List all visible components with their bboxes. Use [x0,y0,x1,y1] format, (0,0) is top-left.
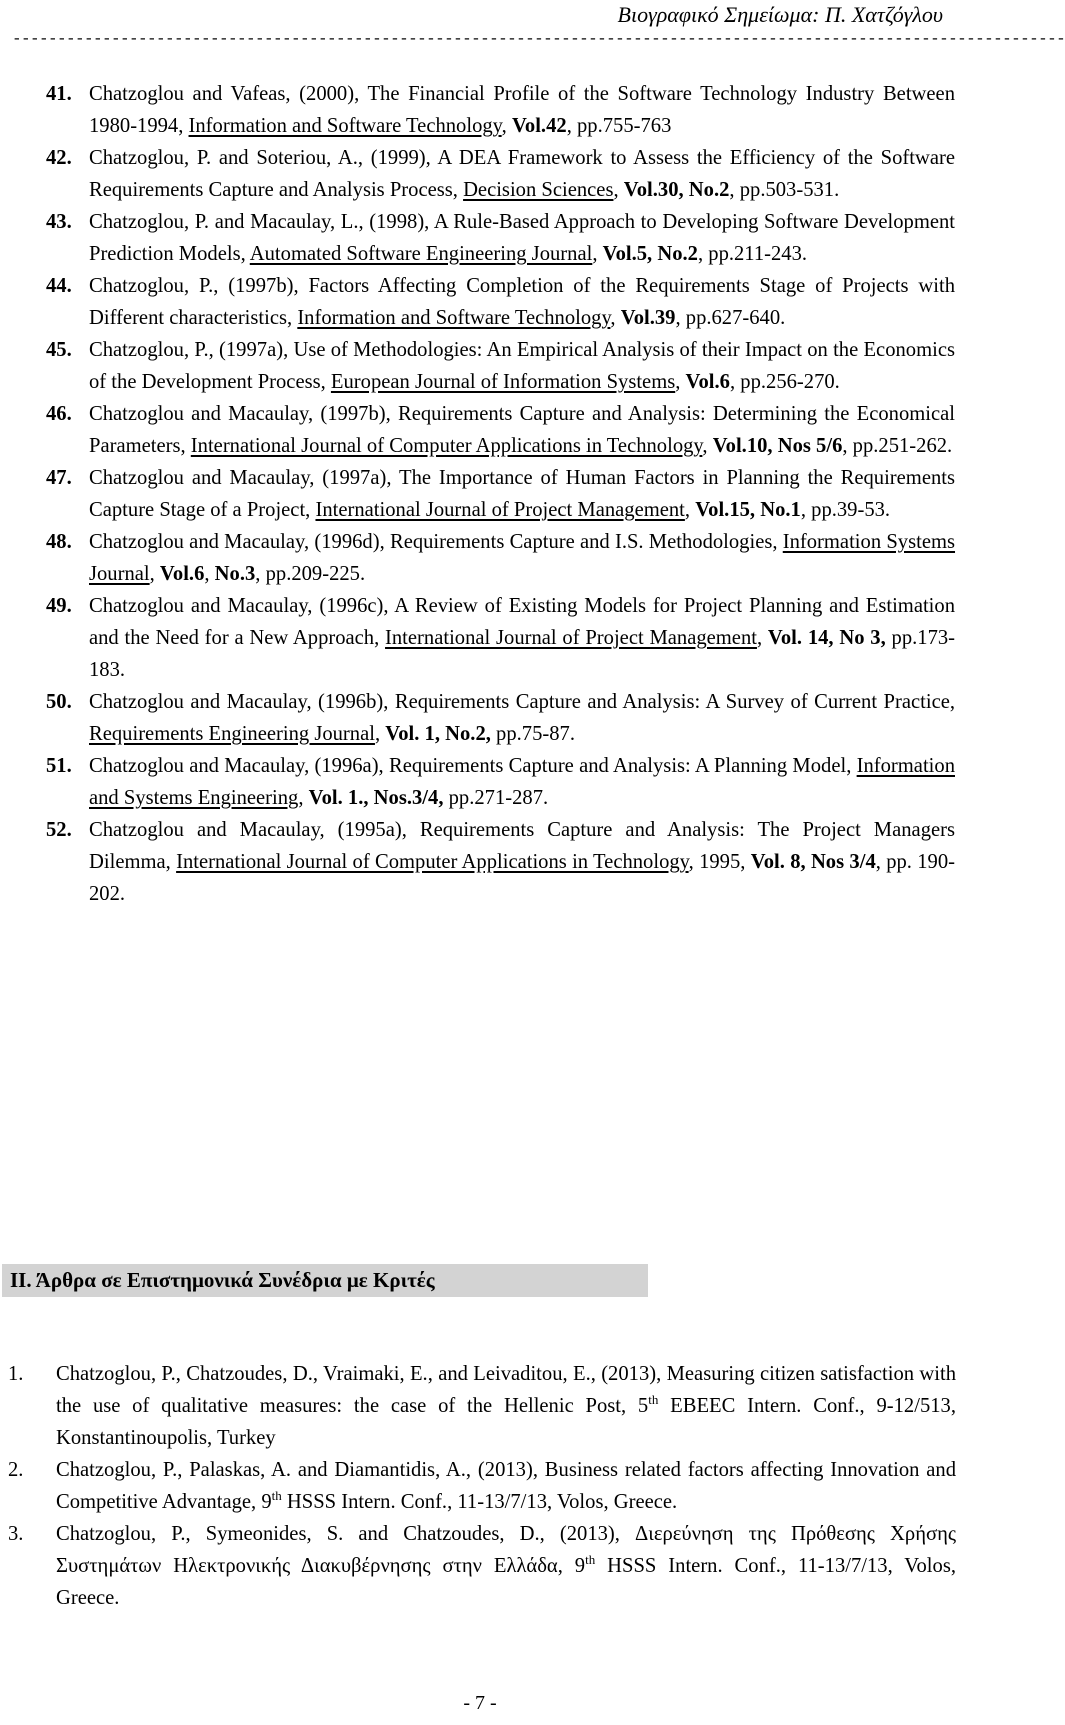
volume-info: Vol.6 [159,563,205,585]
citation-fragment: Chatzoglou and Macaulay, (1997a), The Importance of Human Factors in Planning the Requirements Capture Stage of a Project, [89,467,955,521]
citation-fragment: , [374,723,386,745]
journal-title: Automated Software Engineering Journal [249,243,593,265]
citation-text [56,1518,956,1614]
citation-fragment: Chatzoglou, P. and Macaulay, L., (1998), A Rule-Based Approach to Developing Software Development Prediction Models, [89,211,955,265]
citation-fragment: Chatzoglou, P. and Soteriou, A., (1999), A DEA Framework to Assess the Efficiency of the Software Requirements Capture and Analysis Process, [89,147,955,201]
citation-fragment: , [204,563,215,585]
list-item [46,462,956,526]
list-item [46,814,956,910]
citation-fragment: th [585,1552,596,1567]
journal-title: Requirements Engineering Journal [89,723,375,745]
citation-fragment: Chatzoglou and Macaulay, (1996d), Requirements Capture and I.S. Methodologies, [89,531,783,553]
journal-title: International Journal of Computer Applications in Technology [190,435,703,457]
citation-fragment: , 1995, [688,851,751,873]
list-item [46,78,956,142]
header-dashed-rule: --------------------------------------------------------------------------------------------------------------------- [12,30,1065,48]
citation-text [89,686,955,750]
journal-title: Information and Software Technology [188,115,502,137]
list-item [46,206,956,270]
citation-text [89,526,955,590]
citation-text [89,590,955,686]
journal-title: Information and Systems Engineering [89,755,955,809]
list-item [46,270,956,334]
journal-title: International Journal of Project Management [315,499,685,521]
citation-fragment: Chatzoglou, P., Symeonides, S. and Chatzoudes, D., (2013), Διερεύνηση της Πρόθεσης Χρήσης Συστημάτων Ηλεκτρονικής Διακυβέρνησης στην Ελλάδα, 9 [56,1523,956,1577]
citation-fragment: , [149,563,160,585]
list-item [46,750,956,814]
journal-title: European Journal of Information Systems [330,371,676,393]
volume-info: Vol.5, No.2 [602,243,698,265]
journal-title: International Journal of Computer Applications in Technology [176,851,689,873]
volume-info: Vol.6 [685,371,730,393]
citation-fragment: pp.271-287. [443,787,549,809]
volume-info: Vol.39 [620,307,676,329]
citation-fragment: HSSS Intern. Conf., 11-13/7/13, Volos, Greece. [281,1491,678,1513]
citation-fragment: , pp. 190-202. [89,851,956,905]
citation-fragment: Chatzoglou and Vafeas, (2000), The Financial Profile of the Software Technology Industry Between 1980-1994, [89,83,955,137]
volume-info: Vol. 14, No 3, [767,627,886,649]
item-number: 49. [46,595,72,617]
citation-fragment: , pp.627-640. [675,307,786,329]
citation-fragment: , pp.39-53. [800,499,891,521]
citation-fragment: , [613,179,624,201]
citation-fragment: , [298,787,309,809]
citation-fragment: pp.75-87. [490,723,575,745]
list-item [46,590,956,686]
citation-text [89,334,955,398]
citation-text [56,1454,956,1518]
list-item [46,142,956,206]
citation-text [56,1358,956,1454]
volume-info: Vol.30, No.2 [623,179,730,201]
citation-fragment: , [501,115,512,137]
citation-text [89,750,955,814]
item-number: 1. [8,1363,24,1385]
item-number: 3. [8,1523,24,1545]
list-item [8,1518,956,1614]
item-number: 52. [46,819,72,841]
list-item [46,686,956,750]
citation-fragment: , pp.211-243. [697,243,808,265]
citation-text [89,462,955,526]
citation-fragment: Chatzoglou and Macaulay, (1996b), Requirements Capture and Analysis: A Survey of Current Practice, [89,691,955,713]
list-item [8,1454,956,1518]
running-header: Βιογραφικό Σημείωμα: Π. Χατζόγλου [617,2,943,27]
citation-fragment: pp.173-183. [89,627,956,681]
item-number: 50. [46,691,72,713]
citation-fragment: Chatzoglou, P., Chatzoudes, D., Vraimaki, E., and Leivaditou, E., (2013), Measuring citizen satisfaction with the use of qualitative measures: the case of the Hellenic Post, 5 [56,1363,956,1417]
citation-fragment: , pp.209-225. [255,563,366,585]
item-number: 48. [46,531,72,553]
volume-info: Vol. 1, No.2, [385,723,491,745]
conference-publications-list [8,1358,956,1614]
list-item [46,398,956,462]
volume-info: Vol. 1., Nos.3/4, [308,787,444,809]
citation-text [89,78,955,142]
section-heading: ΙΙ. Άρθρα σε Επιστημονικά Συνέδρια με Κριτές [2,1264,648,1297]
item-number: 44. [46,275,72,297]
citation-fragment: th [271,1488,282,1503]
journal-title: Information Systems Journal [89,531,956,585]
item-number: 42. [46,147,72,169]
journal-title: Decision Sciences [463,179,614,201]
volume-info: Vol.15, No.1 [695,499,801,521]
citation-fragment: , pp.503-531. [729,179,840,201]
page-number: - 7 - [463,1692,497,1714]
citation-fragment: , pp.755-763 [566,115,672,137]
list-item [8,1358,956,1454]
citation-fragment: th [648,1392,659,1407]
citation-fragment: EBEEC Intern. Conf., 9-12/513, Konstantinoupolis, Turkey [56,1395,956,1449]
citation-fragment: Chatzoglou and Macaulay, (1996a), Requirements Capture and Analysis: A Planning Model, [89,755,857,777]
citation-fragment: , [592,243,603,265]
item-number: 45. [46,339,72,361]
journal-title: Information and Software Technology [297,307,611,329]
citation-fragment: , [610,307,621,329]
citation-fragment: Chatzoglou, P., Palaskas, A. and Diamantidis, A., (2013), Business related factors affecting Innovation and Competitive Advantage, 9 [56,1459,956,1513]
list-item [46,526,956,590]
volume-info: Vol.10, Nos 5/6 [712,435,843,457]
volume-info: No.3 [214,563,256,585]
citation-fragment: Chatzoglou, P., (1997b), Factors Affecting Completion of the Requirements Stage of Projects with Different characteristics, [89,275,955,329]
item-number: 2. [8,1459,24,1481]
citation-fragment: , [702,435,713,457]
item-number: 51. [46,755,72,777]
list-item [46,334,956,398]
citation-text [89,398,955,462]
item-number: 43. [46,211,72,233]
journal-publications-list [46,78,956,910]
citation-fragment: Chatzoglou and Macaulay, (1997b), Requirements Capture and Analysis: Determining the Economical Parameters, [89,403,955,457]
citation-text [89,206,955,270]
item-number: 41. [46,83,72,105]
citation-fragment: Chatzoglou, P., (1997a), Use of Methodologies: An Empirical Analysis of their Impact on the Economics of the Development Process, [89,339,955,393]
volume-info: Vol.42 [511,115,567,137]
citation-fragment: , pp.251-262. [842,435,953,457]
citation-fragment: , [684,499,696,521]
citation-text [89,270,955,334]
citation-fragment: HSSS Intern. Conf., 11-13/7/13, Volos, Greece. [56,1555,956,1609]
journal-title: International Journal of Project Management [385,627,757,649]
citation-fragment: , pp.256-270. [729,371,840,393]
citation-fragment: , [675,371,686,393]
citation-fragment: Chatzoglou and Macaulay, (1996c), A Review of Existing Models for Project Planning and Estimation and the Need for a New Approach, [89,595,955,649]
citation-text [89,814,955,910]
item-number: 46. [46,403,72,425]
citation-fragment: , [756,627,768,649]
volume-info: Vol. 8, Nos 3/4 [750,851,876,873]
citation-text [89,142,955,206]
item-number: 47. [46,467,72,489]
citation-fragment: Chatzoglou and Macaulay, (1995a), Requirements Capture and Analysis: The Project Managers Dilemma, [89,819,955,873]
